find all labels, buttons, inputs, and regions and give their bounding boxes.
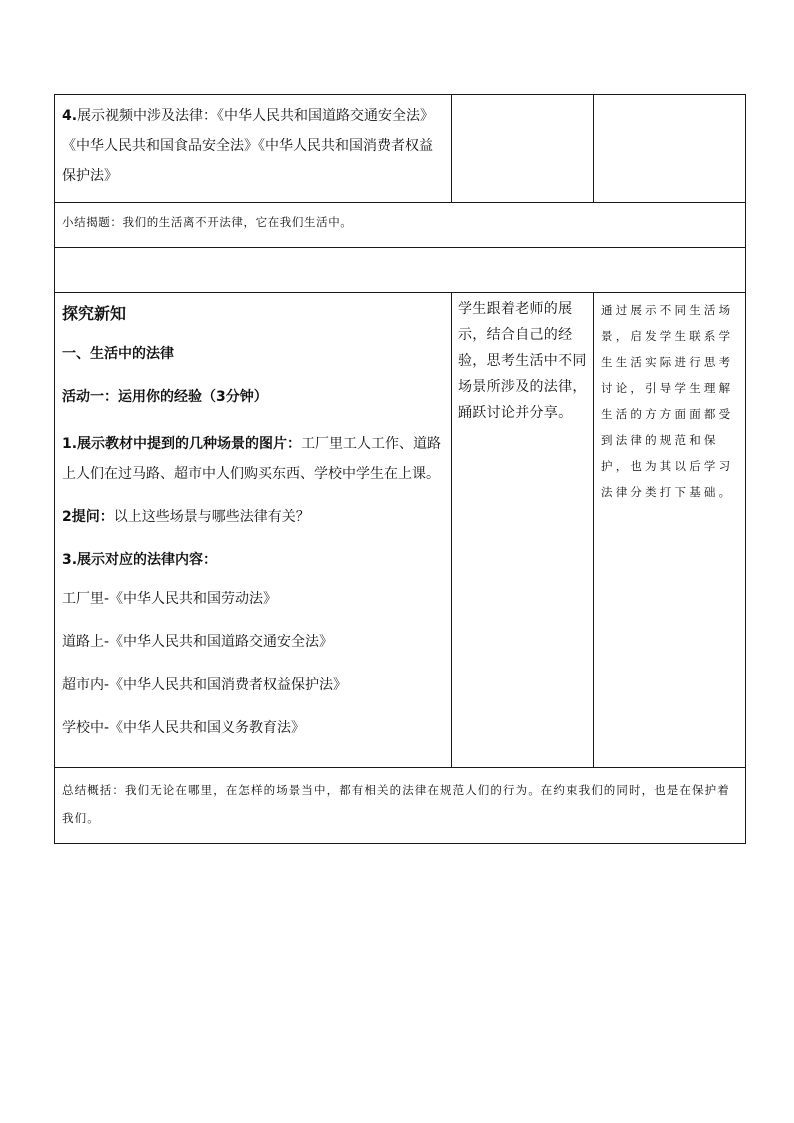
section-heading: 探究新知 [62,304,127,323]
item-1-text: 工厂里工人工作、道路上人们在过马路、超市中人们购买东西、学校中学生在上课。 [62,436,442,482]
video-laws-content: 展示视频中涉及法律：《中华人民共和国道路交通安全法》《中华人民共和国食品安全法》《中华人民共和国消费者权益保护法》 [62,108,435,184]
law-item: 工厂里-《中华人民共和国劳动法》 [62,591,278,607]
summary-cell [55,203,746,248]
table-row [55,95,746,203]
student-activity-text: 学生跟着老师的展示，结合自己的经验，思考生活中不同场景所涉及的法律，踊跃讨论并分享。 [458,301,587,421]
item-2-text: 以上这些场景与哪些法律有关？ [113,509,310,525]
design-intent-cell [594,95,746,203]
item-2-label: 2提问： [62,509,114,525]
summary-cell [55,768,746,844]
final-summary-text: 总结概括：我们无论在哪里，在怎样的场景当中，都有相关的法律在规范人们的行为。在约束我们的同时，也是在保护着我们。 [62,783,730,825]
table-row [55,248,746,293]
video-laws-text [55,95,451,191]
topic-summary-text: 小结揭题：我们的生活离不开法律，它在我们生活中。 [62,215,353,229]
teacher-activity-cell [55,95,452,203]
law-item: 超市内-《中华人民共和国消费者权益保护法》 [62,677,348,693]
activity-title: 活动一：运用你的经验（3分钟） [62,389,268,405]
teacher-activity-cell [55,293,452,768]
section-title: 一、生活中的法律 [62,346,174,362]
item-1-label: 1.展示教材中提到的几种场景的图片： [62,436,302,452]
explore-section [55,293,451,739]
student-activity-cell [452,95,594,203]
table-row [55,768,746,844]
table-row [55,203,746,248]
lesson-plan-table [54,94,746,844]
law-item: 道路上-《中华人民共和国道路交通安全法》 [62,634,334,650]
item-3-label: 3.展示对应的法律内容： [62,552,218,568]
item-number: 4. [62,108,78,124]
design-intent-cell [594,293,746,768]
item-2 [62,502,445,532]
empty-cell [55,248,746,293]
item-3 [62,545,445,575]
table-row [55,293,746,768]
law-item: 学校中-《中华人民共和国义务教育法》 [62,720,306,736]
item-1 [62,429,445,489]
design-intent-text: 通过展示不同生活场景，启发学生联系学生生活实际进行思考讨论，引导学生理解生活的方方面面都受到法律的规范和保护，也为其以后学习法律分类打下基础。 [601,303,734,499]
student-activity-cell [452,293,594,768]
